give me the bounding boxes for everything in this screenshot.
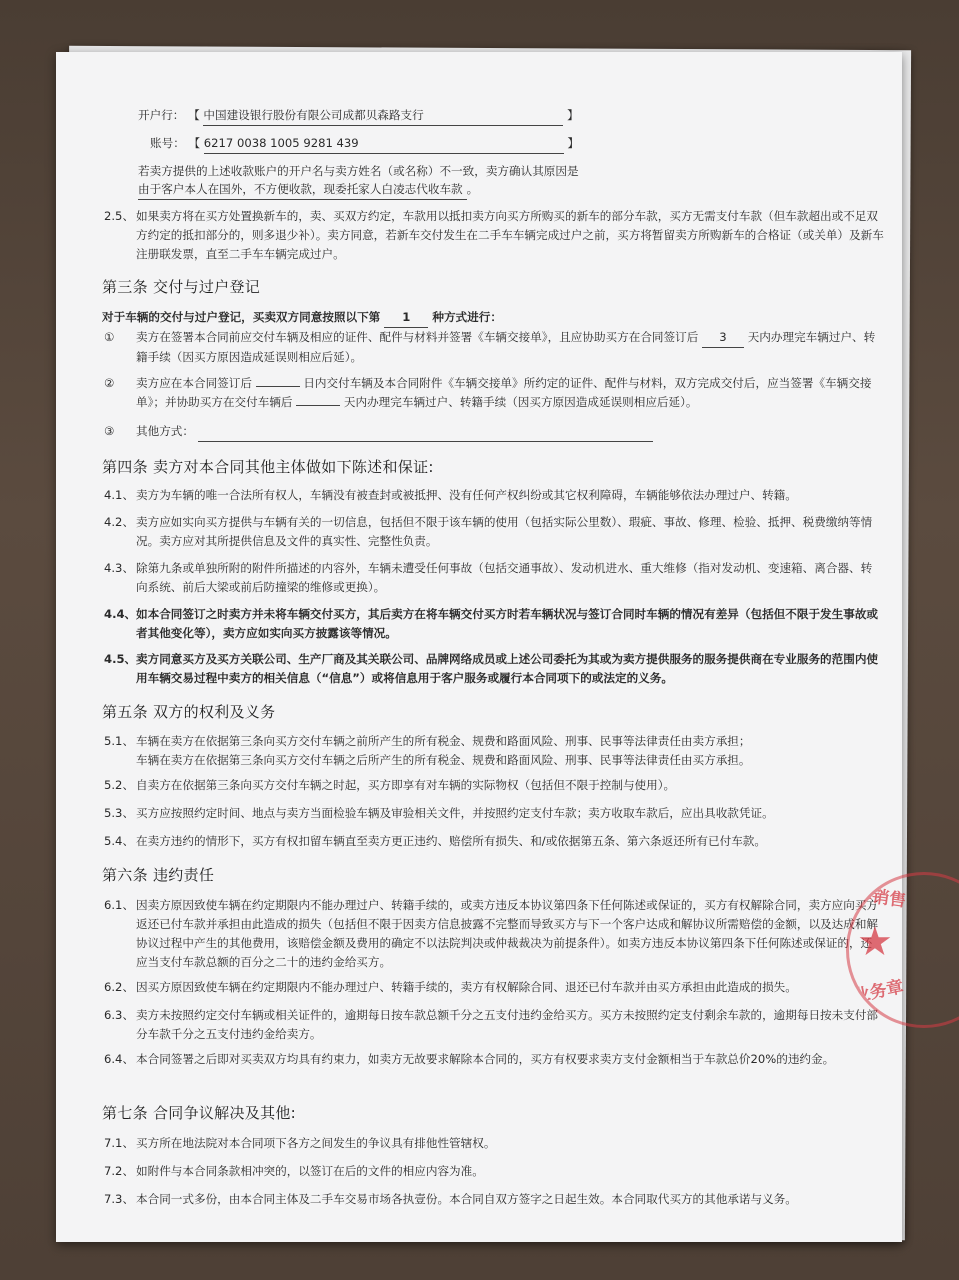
article-5-title: 第五条 双方的权利及义务 <box>102 703 276 721</box>
clause-text: 卖方应如实向买方提供与车辆有关的一切信息，包括但不限于该车辆的使用（包括实际公里数）、瑕疵、事故、修理、检验、抵押、税费缴纳等情况。卖方应对其所提供信息及文件的真实性、完整性负责。 <box>136 515 873 548</box>
contract-page <box>56 52 908 1242</box>
clause-text: 自卖方在依据第三条向买方交付车辆之时起，买方即享有对车辆的实际物权（包括但不限于控制与使用）。 <box>136 778 676 792</box>
option-mark: ② <box>104 376 115 390</box>
clause-text: 买方所在地法院对本合同项下各方之间发生的争议具有排他性管辖权。 <box>136 1136 496 1150</box>
option-3-label: 其他方式： <box>136 424 194 438</box>
bracket-open: 【 <box>188 136 201 150</box>
clause-text: 除第九条或单独所附的附件所描述的内容外，车辆未遭受任何事故（包括交通事故）、发动机进水、重大维修（指对发动机、变速箱、离合器、转向系统、前后大梁或前后防撞梁的维修或更换）。 <box>136 561 873 594</box>
clause-number: 6.2、 <box>104 980 135 994</box>
clause-number: 7.2、 <box>104 1164 135 1178</box>
clause-number: 6.1、 <box>104 898 135 912</box>
option-1-text-a: 卖方在签署本合同前应交付车辆及相应的证件、配件与材料并签署《车辆交接单》，且应协助买方在合同签订后 <box>136 330 699 344</box>
clause-number: 5.3、 <box>104 806 135 820</box>
option-mark: ③ <box>104 424 115 438</box>
clause-text: 卖方未按照约定交付车辆或相关证件的，逾期每日按车款总额千分之五支付违约金给买方。买方未按照约定支付剩余车款的，逾期每日按未支付部分车款千分之五支付违约金给卖方。 <box>136 1008 879 1041</box>
option-1-text <box>136 328 884 367</box>
clause-number: 6.4、 <box>104 1052 135 1066</box>
bracket-close: 】 <box>567 108 579 122</box>
option-2-text-b: 日内交付车辆及本合同附件《车辆交接单》所约定的证件、配件与材料，双方完成交付后，应当签署《车辆交接单》；并协助买方在交付车辆后 <box>136 376 872 409</box>
clause-text: 本合同一式多份，由本合同主体及二手车交易市场各执壹份。本合同自双方签字之日起生效。本合同取代买方的其他承诺与义务。 <box>136 1192 797 1206</box>
option-2-days2-blank <box>296 405 340 406</box>
option-1-text-b: 天内办理完车辆过户、转籍手续（因买方原因造成延误则相应后延）。 <box>136 330 876 364</box>
company-seal <box>846 872 959 1028</box>
clause-text: 卖方为车辆的唯一合法所有权人，车辆没有被查封或被抵押、没有任何产权纠纷或其它权利障碍，车辆能够依法办理过户、转籍。 <box>136 488 797 502</box>
account-value: 6217 0038 1005 9281 439 <box>204 134 564 154</box>
clause-number: 5.4、 <box>104 834 135 848</box>
option-2-text-c: 天内办理完车辆过户、转籍手续（因买方原因造成延误则相应后延）。 <box>343 395 698 409</box>
option-2-text <box>136 374 884 412</box>
option-3-blank <box>198 422 653 442</box>
star-icon: ★ <box>857 919 893 965</box>
option-1-days: 3 <box>702 328 744 348</box>
bank-row <box>138 106 638 126</box>
clause-text-line2: 车辆在卖方在依据第三条向买方交付车辆之后所产生的所有税金、规费和路面风险、刑事、民事等法律责任由买方承担。 <box>136 753 751 767</box>
mismatch-reason-row <box>138 180 838 200</box>
clause-text-line1: 车辆在卖方在依据第三条向买方交付车辆之前所产生的所有税金、规费和路面风险、刑事、民事等法律责任由卖方承担； <box>136 734 751 748</box>
clause-number: 4.2、 <box>104 515 135 529</box>
option-2-text-a: 卖方应在本合同签订后 <box>136 376 252 390</box>
mismatch-line: 若卖方提供的上述收款账户的开户名与卖方姓名（或名称）不一致，卖方确认其原因是 <box>138 164 579 178</box>
clause-number: 4.1、 <box>104 488 135 502</box>
clause-text: 因买方原因致使车辆在约定期限内不能办理过户、转籍手续的，卖方有权解除合同、退还已付车款并由买方承担由此造成的损失。 <box>136 980 797 994</box>
clause-number: 7.1、 <box>104 1136 135 1150</box>
clause-text: 如本合同签订之时卖方并未将车辆交付买方，其后卖方在将车辆交付买方时若车辆状况与签订合同时车辆的情况有差异（包括但不限于发生事故或者其他变化等），卖方应如实向买方披露该等情况。 <box>136 607 879 640</box>
article-7-title: 第七条 合同争议解决及其他: <box>102 1104 297 1122</box>
option-3 <box>104 422 884 442</box>
clause-number: 4.5、 <box>104 652 137 666</box>
mismatch-reason: 由于客户本人在国外，不方便收款，现委托家人白凌志代收车款 <box>138 180 467 200</box>
article-3-title: 第三条 交付与过户登记 <box>102 278 261 296</box>
article-4-title: 第四条 卖方对本合同其他主体做如下陈述和保证: <box>102 458 434 476</box>
clause-text: 买方应按照约定时间、地点与卖方当面检验车辆及审验相关文件，并按照约定支付车款；卖方收取车款后，应出具收款凭证。 <box>136 806 774 820</box>
option-3-text <box>136 422 884 442</box>
clause-number: 4.3、 <box>104 561 135 575</box>
option-mark: ① <box>104 330 115 344</box>
option-1 <box>104 328 884 368</box>
seal-bottom-text: 业务章 <box>851 976 906 1008</box>
intro-text: 对于车辆的交付与过户登记，买卖双方同意按照以下第 <box>102 310 381 324</box>
clause-text <box>136 732 881 770</box>
bank-label: 开户行： <box>138 108 185 122</box>
account-label: 账号： <box>150 136 185 150</box>
option-2 <box>104 374 884 414</box>
clause-text: 因卖方原因致使车辆在约定期限内不能办理过户、转籍手续的，或卖方违反本协议第四条下任何陈述或保证的，买方有权解除合同，卖方应向买方返还已付车款并承担由此造成的损失（包括但不限于因卖方信息披露不完整而导致买方与下一个客户达成和解协议所需赔偿的金额，以及达成和解协议过程中产生的其他费用，该赔偿金额及费用的确定不以法院判决或仲裁裁决为前提条件）。如卖方违反本协议第四条下任何陈述或保证的，还应当支付车款总额的百分之二十的违约金给买方。 <box>136 898 879 969</box>
clause-2-5 <box>104 207 884 264</box>
clause-text: 如果卖方将在买方处置换新车的，卖、买双方约定，车款用以抵扣卖方向买方所购买的新车的部分车款，买方无需支付车款（但车款超出或不足双方约定的抵扣部分的，则多退少补）。卖方同意，若新车交付发生在二手车车辆完成过户之前，买方将暂留卖方所购新车的合格证（或关单）及新车注册联发票，直至二手车车辆完成过户。 <box>136 209 884 261</box>
choice-value: 1 <box>384 308 428 328</box>
account-row <box>150 134 650 154</box>
seal-top-text: 车销售 <box>853 884 908 912</box>
bracket-open: 【 <box>188 108 200 122</box>
clause-number: 2.5、 <box>104 209 135 223</box>
option-2-days-blank <box>256 386 300 387</box>
clause-number: 4.4、 <box>104 607 137 621</box>
clause-number: 5.2、 <box>104 778 135 792</box>
clause-text: 如附件与本合同条款相冲突的，以签订在后的文件的相应内容为准。 <box>136 1164 484 1178</box>
article-3-intro <box>102 308 882 328</box>
clause-number: 5.1、 <box>104 734 135 748</box>
clause-number: 7.3、 <box>104 1192 135 1206</box>
clause-number: 6.3、 <box>104 1008 135 1022</box>
clause-text: 本合同签署之后即对买卖双方均具有约束力，如卖方无故要求解除本合同的，买方有权要求卖方支付金额相当于车款总价20%的违约金。 <box>136 1052 835 1066</box>
bank-value: 中国建设银行股份有限公司成都贝森路支行 <box>203 106 563 126</box>
clause-text: 在卖方违约的情形下，买方有权扣留车辆直至卖方更正违约、赔偿所有损失、和/或依据第五条、第六条返还所有已付车款。 <box>136 834 766 848</box>
bracket-close: 】 <box>567 136 580 150</box>
mismatch-end: 。 <box>466 182 479 196</box>
article-6-title: 第六条 违约责任 <box>102 866 215 884</box>
clause-text: 卖方同意买方及买方关联公司、生产厂商及其关联公司、品牌网络成员或上述公司委托为其或为卖方提供服务的服务提供商在专业服务的范围内使用车辆交易过程中卖方的相关信息（“信息”）或将信息用于客户服务或履行本合同项下的或法定的义务。 <box>136 652 879 685</box>
intro-text-end: 种方式进行： <box>432 310 502 324</box>
